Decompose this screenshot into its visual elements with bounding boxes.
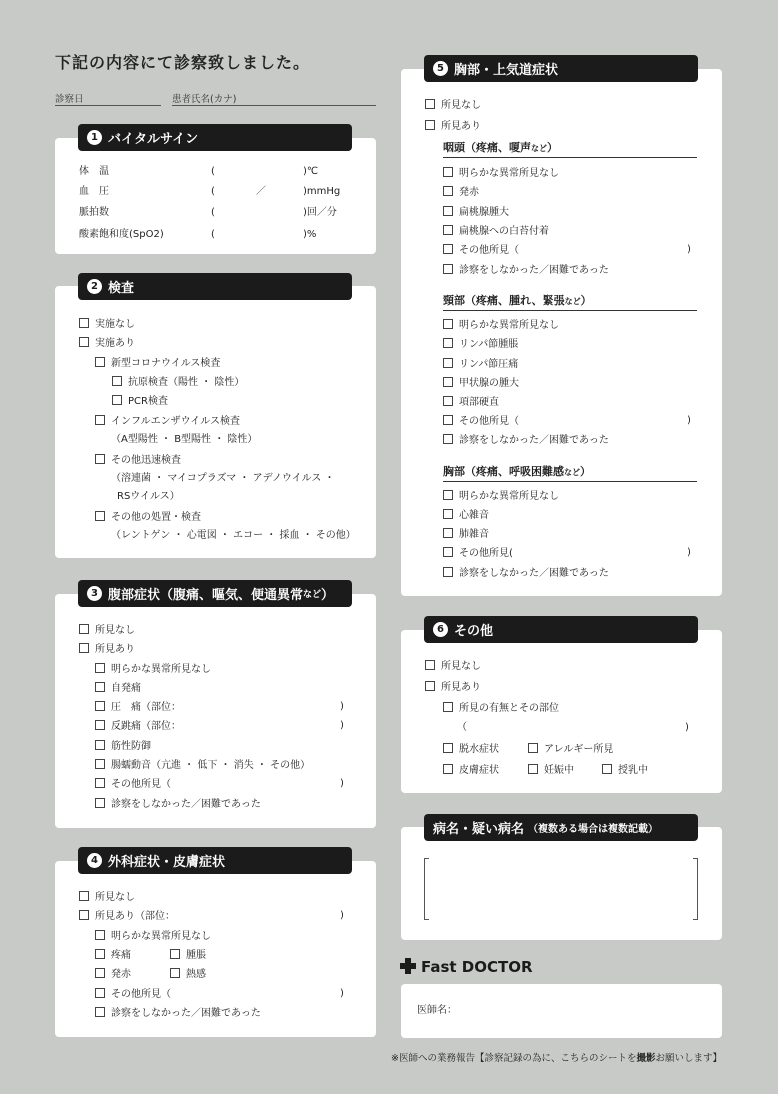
test-item-label: 実施あり: [95, 338, 135, 349]
checkbox[interactable]: [95, 415, 105, 425]
surgical-item[interactable]: [79, 891, 135, 904]
section-title: 腹部症状（腹痛、嘔気、便通異常: [108, 588, 304, 603]
checkbox[interactable]: [79, 891, 89, 901]
test-item[interactable]: [95, 511, 201, 524]
checkbox[interactable]: [95, 949, 105, 959]
checkbox[interactable]: [443, 377, 453, 387]
other-header: [424, 616, 698, 643]
checkbox[interactable]: [443, 264, 453, 274]
other-item-label: 所見なし: [441, 661, 481, 672]
footer-pre: ※医師への業務報告【診察記録の為に、こちらのシートを: [391, 1053, 637, 1064]
surgical-item-label: 明らかな異常所見なし: [111, 931, 211, 942]
abdominal-item[interactable]: [95, 759, 310, 772]
chest-item[interactable]: [443, 509, 489, 522]
chest-item[interactable]: [443, 319, 559, 332]
abdominal-header: [78, 580, 352, 607]
abdominal-item-label: 圧 痛（部位：: [111, 702, 181, 713]
abdominal-item-label: 腸蠕動音（亢進 ・ 低下 ・ 消失 ・ その他）: [111, 760, 311, 771]
footer-bold: 撮影: [636, 1053, 656, 1064]
doctor-name-field[interactable]: [460, 1000, 710, 1022]
chest-item-label: 診察をしなかった／困難であった: [459, 435, 609, 446]
subsection-title-small: など: [564, 297, 581, 306]
chest-item-label: 扁桃腺への白苔付着: [459, 226, 549, 237]
vital-unit: )℃: [303, 166, 319, 177]
chest-item-label: その他所見(: [459, 548, 513, 559]
other-item[interactable]: [443, 764, 499, 777]
section-number: 1: [87, 130, 102, 145]
checkbox[interactable]: [443, 338, 453, 348]
diagnosis-header: [424, 814, 698, 841]
abdominal-item-label: 明らかな異常所見なし: [111, 664, 211, 675]
diagnosis-bracket-right: [693, 858, 698, 920]
close-paren: ): [340, 910, 344, 921]
checkbox[interactable]: [443, 167, 453, 177]
chest-item-label: 扁桃腺腫大: [459, 207, 509, 218]
surgical-item-label: その他所見（: [111, 989, 171, 1000]
checkbox[interactable]: [95, 720, 105, 730]
checkbox[interactable]: [95, 682, 105, 692]
abdominal-item[interactable]: [95, 663, 211, 676]
section-title: 外科症状・皮膚症状: [108, 855, 226, 870]
chest-item[interactable]: [443, 567, 609, 580]
test-item: [111, 473, 335, 485]
surgical-item[interactable]: [95, 1007, 261, 1020]
checkbox[interactable]: [443, 547, 453, 557]
chest-item[interactable]: [443, 434, 609, 447]
other-item[interactable]: [425, 681, 481, 694]
chest-item[interactable]: [443, 264, 609, 277]
checkbox[interactable]: [95, 1007, 105, 1017]
plus-icon: [400, 958, 416, 974]
test-item: [111, 434, 257, 446]
checkbox[interactable]: [602, 764, 612, 774]
subsection-title-small: など: [564, 468, 580, 477]
checkbox[interactable]: [95, 759, 105, 769]
checkbox[interactable]: [443, 244, 453, 254]
surgical-header: [78, 847, 352, 874]
checkbox[interactable]: [95, 740, 105, 750]
chest-item-label: その他所見（: [459, 245, 519, 256]
other-item-label: 所見あり: [441, 682, 481, 693]
surgical-item[interactable]: [79, 910, 175, 923]
checkbox[interactable]: [443, 186, 453, 196]
vital-label: 酸素飽和度(SpO2): [79, 229, 164, 240]
checkbox[interactable]: [443, 509, 453, 519]
close-paren: ): [340, 988, 344, 999]
checkbox[interactable]: [443, 764, 453, 774]
checkbox[interactable]: [79, 318, 89, 328]
surgical-item[interactable]: [95, 968, 131, 981]
title-end: ）: [321, 588, 335, 603]
diagnosis-field[interactable]: [430, 858, 692, 920]
vital-open: (: [211, 207, 215, 218]
abdominal-item-label: 筋性防御: [111, 741, 151, 752]
other-item[interactable]: [443, 743, 499, 756]
chest-item[interactable]: [425, 120, 481, 133]
checkbox[interactable]: [528, 764, 538, 774]
vital-sep: ／: [256, 186, 266, 197]
other-item-label: 皮膚症状: [459, 765, 499, 776]
other-item-label: 授乳中: [618, 765, 648, 776]
checkbox[interactable]: [79, 624, 89, 634]
test-item-label: RSウイルス）: [117, 491, 180, 502]
other-item-label: 所見の有無とその部位: [459, 703, 559, 714]
chest-item[interactable]: [443, 547, 513, 560]
vital-unit: )%: [303, 229, 317, 240]
close-paren: ): [687, 244, 691, 255]
checkbox[interactable]: [425, 660, 435, 670]
subsection-title-end: ）: [547, 141, 558, 154]
section-title: 病名・疑い病名: [433, 822, 525, 837]
surgical-item[interactable]: [95, 949, 131, 962]
checkbox[interactable]: [528, 743, 538, 753]
test-item-label: （溶連菌 ・ マイコプラズマ ・ アデノウイルス ・: [111, 473, 335, 484]
test-item-label: インフルエンザウイルス検査: [111, 416, 240, 427]
chest-item[interactable]: [443, 358, 518, 371]
vital-open: (: [211, 229, 215, 240]
test-item[interactable]: [79, 318, 135, 331]
footer-note: [391, 1050, 722, 1064]
chest-item[interactable]: [443, 396, 499, 409]
chest-item-label: 甲状腺の腫大: [459, 378, 519, 389]
surgical-item-label: 腫脹: [186, 950, 206, 961]
checkbox[interactable]: [95, 968, 105, 978]
checkbox[interactable]: [443, 490, 453, 500]
test-item[interactable]: [95, 454, 181, 467]
test-item-label: （A型陽性 ・ B型陽性 ・ 陰性）: [111, 434, 258, 445]
surgical-item[interactable]: [95, 930, 211, 943]
checkbox[interactable]: [443, 415, 453, 425]
subsection-title-text: 胸部（疼痛、呼吸困難感: [443, 465, 564, 478]
chest-item-label: その他所見（: [459, 416, 519, 427]
abdominal-item[interactable]: [95, 720, 181, 733]
abdominal-item[interactable]: [95, 682, 141, 695]
test-item: [117, 491, 180, 503]
subsection-title-small: など: [531, 144, 547, 153]
other-item-label: 脱水症状: [459, 744, 499, 755]
vital-unit: )回／分: [303, 207, 337, 218]
title-small: など: [303, 590, 322, 600]
section-title: 胸部・上気道症状: [454, 63, 559, 78]
chest-item-label: 発赤: [459, 187, 479, 198]
checkbox[interactable]: [443, 319, 453, 329]
test-item[interactable]: [95, 357, 220, 370]
chest-subsection-title: [443, 463, 591, 479]
abdominal-item-label: 所見あり: [95, 644, 135, 655]
chest-subsection-title: [443, 139, 558, 155]
brand-name: Fast DOCTOR: [421, 958, 533, 976]
checkbox[interactable]: [95, 701, 105, 711]
section-title: バイタルサイン: [108, 132, 199, 147]
test-item-label: （レントゲン ・ 心電図 ・ エコー ・ 採血 ・ その他）: [111, 530, 356, 541]
subsection-title-end: ）: [580, 294, 592, 307]
chest-item-label: 所見あり: [441, 121, 481, 132]
open-paren: （: [457, 722, 467, 733]
section-number: 5: [433, 61, 448, 76]
brand-logo: [400, 958, 533, 976]
checkbox[interactable]: [95, 663, 105, 673]
checkbox[interactable]: [443, 567, 453, 577]
subsection-underline: [443, 157, 697, 158]
section-number: 2: [87, 279, 102, 294]
abdominal-item[interactable]: [95, 701, 181, 714]
abdominal-item[interactable]: [95, 798, 261, 811]
checkbox[interactable]: [79, 643, 89, 653]
chest-item[interactable]: [443, 338, 518, 351]
chest-item[interactable]: [443, 415, 519, 428]
test-item: [111, 530, 356, 542]
vital-label: 血 圧: [79, 186, 109, 197]
subsection-underline: [443, 310, 697, 311]
vital-open: (: [211, 186, 215, 197]
vital-unit: )mmHg: [303, 186, 341, 197]
checkbox[interactable]: [95, 988, 105, 998]
patient-name-field[interactable]: [172, 105, 376, 106]
chest-item-label: 明らかな異常所見なし: [459, 168, 559, 179]
checkbox[interactable]: [425, 681, 435, 691]
close-paren: ): [687, 547, 691, 558]
other-item-label: 妊娠中: [544, 765, 574, 776]
section-title: 検査: [108, 281, 135, 296]
chest-item[interactable]: [443, 225, 549, 238]
test-item-label: 実施なし: [95, 319, 135, 330]
test-item-label: PCR検査: [128, 396, 168, 407]
close-paren: ): [685, 722, 689, 733]
surgical-item[interactable]: [170, 968, 206, 981]
test-item-label: その他迅速検査: [111, 455, 181, 466]
test-item[interactable]: [79, 337, 135, 350]
test-item-label: その他の処置・検査: [111, 512, 201, 523]
checkbox[interactable]: [112, 395, 122, 405]
abdominal-item-label: 反跳痛（部位：: [111, 721, 181, 732]
section-number: 4: [87, 853, 102, 868]
checkbox[interactable]: [112, 376, 122, 386]
exam-date-label: 診察日: [55, 94, 84, 105]
section-title: その他: [454, 624, 494, 639]
close-paren: ): [340, 701, 344, 712]
checkbox[interactable]: [443, 225, 453, 235]
chest-item-label: 心雑音: [459, 510, 489, 521]
test-item[interactable]: [95, 415, 240, 428]
surgical-item-label: 診察をしなかった／困難であった: [111, 1008, 261, 1019]
close-paren: ): [687, 415, 691, 426]
vital-label: 体 温: [79, 166, 109, 177]
checkbox[interactable]: [170, 949, 180, 959]
section-note: （複数ある場合は複数記載）: [528, 824, 659, 835]
subsection-title-end: ）: [580, 465, 591, 478]
checkbox[interactable]: [95, 357, 105, 367]
chest-item-label: 診察をしなかった／困難であった: [459, 568, 609, 579]
doctor-name-label: 医師名：: [417, 1005, 457, 1016]
checkbox[interactable]: [79, 910, 89, 920]
abdominal-item[interactable]: [95, 740, 151, 753]
test-item-label: 新型コロナウイルス検査: [111, 358, 221, 369]
other-item[interactable]: [443, 702, 559, 715]
surgical-item-label: 熱感: [186, 969, 206, 980]
chest-item[interactable]: [425, 99, 481, 112]
surgical-item[interactable]: [170, 949, 206, 962]
checkbox[interactable]: [443, 434, 453, 444]
surgical-item-label: 疼痛: [111, 950, 131, 961]
checkbox[interactable]: [95, 798, 105, 808]
chest-item-label: 明らかな異常所見なし: [459, 320, 559, 331]
vitals-header: [78, 124, 352, 151]
checkbox[interactable]: [443, 206, 453, 216]
checkbox[interactable]: [443, 358, 453, 368]
exam-date-field[interactable]: [55, 105, 161, 106]
checkbox[interactable]: [425, 99, 435, 109]
chest-item[interactable]: [443, 186, 479, 199]
patient-name-label: 患者氏名(カナ): [172, 94, 237, 105]
checkbox[interactable]: [425, 120, 435, 130]
subsection-title-text: 咽頭（疼痛、嗄声: [443, 141, 531, 154]
checkbox[interactable]: [95, 454, 105, 464]
test-item[interactable]: [112, 376, 244, 389]
checkbox[interactable]: [95, 511, 105, 521]
abdominal-item-label: 所見なし: [95, 625, 135, 636]
surgical-item-label: 所見なし: [95, 892, 135, 903]
chest-item[interactable]: [443, 528, 489, 541]
checkbox[interactable]: [79, 337, 89, 347]
checkbox[interactable]: [443, 702, 453, 712]
checkbox[interactable]: [443, 396, 453, 406]
surgical-item-label: 発赤: [111, 969, 131, 980]
chest-subsection-title: [443, 292, 592, 308]
subsection-title-text: 頸部（疼痛、腫れ、緊張: [443, 294, 565, 307]
checkbox[interactable]: [170, 968, 180, 978]
checkbox[interactable]: [95, 778, 105, 788]
checkbox[interactable]: [443, 528, 453, 538]
abdominal-item-label: 自発痛: [111, 683, 141, 694]
diagnosis-bracket-left: [424, 858, 429, 920]
chest-item[interactable]: [443, 167, 559, 180]
other-item-label: アレルギー所見: [544, 744, 614, 755]
subsection-underline: [443, 481, 697, 482]
section-number: 3: [87, 586, 102, 601]
other-item[interactable]: [425, 660, 481, 673]
chest-item[interactable]: [443, 377, 519, 390]
close-paren: ): [340, 778, 344, 789]
test-item-label: 抗原検査（陽性 ・ 陰性）: [128, 377, 245, 388]
tests-header: [78, 273, 352, 300]
close-paren: ): [340, 720, 344, 731]
abdominal-item-label: その他所見（: [111, 779, 171, 790]
chest-item-label: 所見なし: [441, 100, 481, 111]
page-title: 下記の内容にて診察致しました。: [55, 53, 311, 72]
vital-open: (: [211, 166, 215, 177]
chest-item-label: 項部硬直: [459, 397, 499, 408]
footer-post: お願いします】: [655, 1053, 722, 1064]
surgical-item[interactable]: [95, 988, 171, 1001]
surgical-item-label: 所見あり（部位：: [95, 911, 175, 922]
test-item[interactable]: [112, 395, 168, 408]
abdominal-item-label: 診察をしなかった／困難であった: [111, 799, 261, 810]
chest-item[interactable]: [443, 490, 559, 503]
abdominal-item[interactable]: [79, 643, 135, 656]
abdominal-item[interactable]: [79, 624, 135, 637]
checkbox[interactable]: [95, 930, 105, 940]
chest-item-label: リンパ節圧痛: [459, 359, 519, 370]
chest-item-label: リンパ節腫脹: [459, 339, 519, 350]
chest-item[interactable]: [443, 244, 519, 257]
chest-header: [424, 55, 698, 82]
chest-item-label: 診察をしなかった／困難であった: [459, 265, 609, 276]
chest-item-label: 肺雑音: [459, 529, 489, 540]
section-number: 6: [433, 622, 448, 637]
other-item[interactable]: [528, 743, 613, 756]
abdominal-item[interactable]: [95, 778, 171, 791]
chest-item[interactable]: [443, 206, 509, 219]
other-item[interactable]: [602, 764, 648, 777]
chest-item-label: 明らかな異常所見なし: [459, 491, 559, 502]
vital-label: 脈拍数: [79, 207, 109, 218]
checkbox[interactable]: [443, 743, 453, 753]
other-item[interactable]: [528, 764, 574, 777]
